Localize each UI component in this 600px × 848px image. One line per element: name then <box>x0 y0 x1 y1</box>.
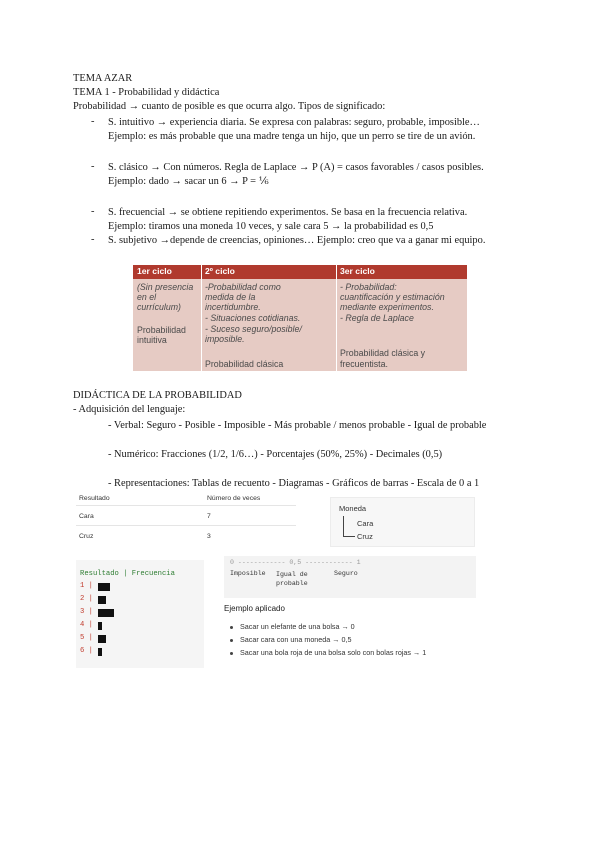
cycle-table <box>133 265 467 371</box>
type-frecuencial: S. frecuencial → se obtiene repitiendo experimentos. Se basa en la frecuencia relativa. <box>108 207 468 218</box>
representaciones-text: - Representaciones: Tablas de recuento - Diagramas - Gráficos de barras - Escala de 0 a 1 <box>108 478 480 489</box>
cycle-header-2: 2º ciclo <box>205 266 235 276</box>
cycle2-cell-line: incertidumbre. <box>205 302 261 312</box>
tree-branch: Cara <box>357 519 374 528</box>
cycle3-cell-line: - Regla de Laplace <box>340 313 414 323</box>
applied-item-text: Sacar un elefante de una bolsa → 0 <box>240 622 355 631</box>
applied-item-text: Sacar una bola roja de una bolsa solo con bolas rojas → 1 <box>240 648 427 657</box>
applied-item-text: Sacar cara con una moneda → 0,5 <box>240 635 352 644</box>
cycle3-cell-line: frecuentista. <box>340 359 388 369</box>
scale-label-imposible: Imposible <box>230 570 266 577</box>
list-bullet: - <box>91 206 95 217</box>
list-bullet: - <box>91 234 95 245</box>
count-header-result: Resultado <box>79 495 110 502</box>
type-subjetivo: S. subjetivo →depende de creencias, opiniones… Ejemplo: creo que va a ganar mi equipo. <box>108 235 486 246</box>
freq-bar <box>98 635 106 643</box>
freq-bar <box>98 648 102 656</box>
count-cell: 3 <box>207 533 211 540</box>
scale-label-igual: Igual de probable <box>276 571 308 587</box>
cycle2-cell-line: - Situaciones cotidianas. <box>205 313 301 323</box>
freq-row-label: 1 | <box>80 582 93 590</box>
freq-chart-title: Resultado | Frecuencia <box>80 570 175 578</box>
freq-bar <box>98 622 102 630</box>
count-header-times: Número de veces <box>207 495 261 502</box>
type-intuitivo-example: Ejemplo: es más probable que una madre tenga un hijo, que un perro se tire de un avión. <box>108 131 476 142</box>
cycle3-cell-line: mediante experimentos. <box>340 302 434 312</box>
scale-axis: 0 ------------ 0,5 ------------ 1 <box>230 559 361 566</box>
cycle2-cell-line: Probabilidad clásica <box>205 359 284 369</box>
verbal-text: - Verbal: Seguro - Posible - Imposible - Más probable / menos probable - Igual de probable <box>108 420 487 431</box>
section-title: DIDÁCTICA DE LA PROBABILIDAD <box>73 390 242 401</box>
tree-connector <box>343 536 355 537</box>
table-divider <box>201 265 202 371</box>
freq-bar <box>98 583 110 591</box>
probability-scale <box>224 556 476 598</box>
freq-row-label: 2 | <box>80 595 93 603</box>
cycle1-cell-line: currículum) <box>137 302 181 312</box>
cycle3-cell-line: - Probabilidad: <box>340 282 397 292</box>
cycle-header-1: 1er ciclo <box>137 266 172 276</box>
freq-bar <box>98 609 114 617</box>
count-cell: Cruz <box>79 533 94 540</box>
count-cell: Cara <box>79 513 94 520</box>
cycle2-cell-line: medida de la <box>205 292 256 302</box>
freq-bar <box>98 596 106 604</box>
freq-row-label: 4 | <box>80 621 93 629</box>
cycle2-cell-line: -Probabilidad como <box>205 282 281 292</box>
list-item <box>230 622 355 631</box>
freq-row-label: 6 | <box>80 647 93 655</box>
list-item <box>230 635 351 644</box>
scale-label-seguro: Seguro <box>334 570 358 577</box>
type-clasico-example: Ejemplo: dado → sacar un 6 → P = ⅙ <box>108 176 269 187</box>
tree-diagram <box>330 497 475 547</box>
cycle-table-header <box>133 265 467 279</box>
list-bullet: - <box>91 161 95 172</box>
numerico-text: - Numérico: Fracciones (1/2, 1/6…) - Porcentajes (50%, 25%) - Decimales (0,5) <box>108 449 443 460</box>
table-row <box>76 526 296 546</box>
count-cell: 7 <box>207 513 211 520</box>
intro-text: Probabilidad → cuanto de posible es que ocurra algo. Tipos de significado: <box>73 101 386 112</box>
count-table-header <box>76 492 296 506</box>
freq-row-label: 5 | <box>80 634 93 642</box>
cycle1-cell-line: en el <box>137 292 157 302</box>
tree-branch: Cruz <box>357 532 373 541</box>
cycle3-cell-line: Probabilidad clásica y <box>340 348 426 358</box>
doc-title: TEMA AZAR <box>73 73 133 84</box>
list-bullet: - <box>91 116 95 127</box>
cycle2-cell-line: - Suceso seguro/posible/ <box>205 324 302 334</box>
type-intuitivo: S. intuitivo → experiencia diaria. Se expresa con palabras: seguro, probable, imposible… <box>108 117 480 128</box>
freq-row-label: 3 | <box>80 608 93 616</box>
cycle1-cell-line: Probabilidad <box>137 325 186 335</box>
table-divider <box>336 265 337 371</box>
type-frecuencial-example: Ejemplo: tiramos una moneda 10 veces, y sale cara 5 → la probabilidad es 0,5 <box>108 221 434 232</box>
count-table <box>76 492 296 549</box>
cycle2-cell-line: imposible. <box>205 334 245 344</box>
type-clasico: S. clásico → Con números. Regla de Laplace → P (A) = casos favorables / casos posibles. <box>108 162 484 173</box>
tree-connector <box>343 516 344 537</box>
list-item <box>230 648 426 657</box>
cycle1-cell-line: intuitiva <box>137 335 167 345</box>
frequency-chart <box>76 560 204 668</box>
cycle-header-3: 3er ciclo <box>340 266 375 276</box>
doc-subtitle: TEMA 1 - Probabilidad y didáctica <box>73 87 220 98</box>
table-row <box>76 506 296 526</box>
tree-root: Moneda <box>339 504 367 513</box>
cycle1-cell-line: (Sin presencia <box>137 282 194 292</box>
cycle3-cell-line: cuantificación y estimación <box>340 292 445 302</box>
acquisition-text: - Adquisición del lenguaje: <box>73 404 186 415</box>
applied-title: Ejemplo aplicado <box>224 604 285 613</box>
